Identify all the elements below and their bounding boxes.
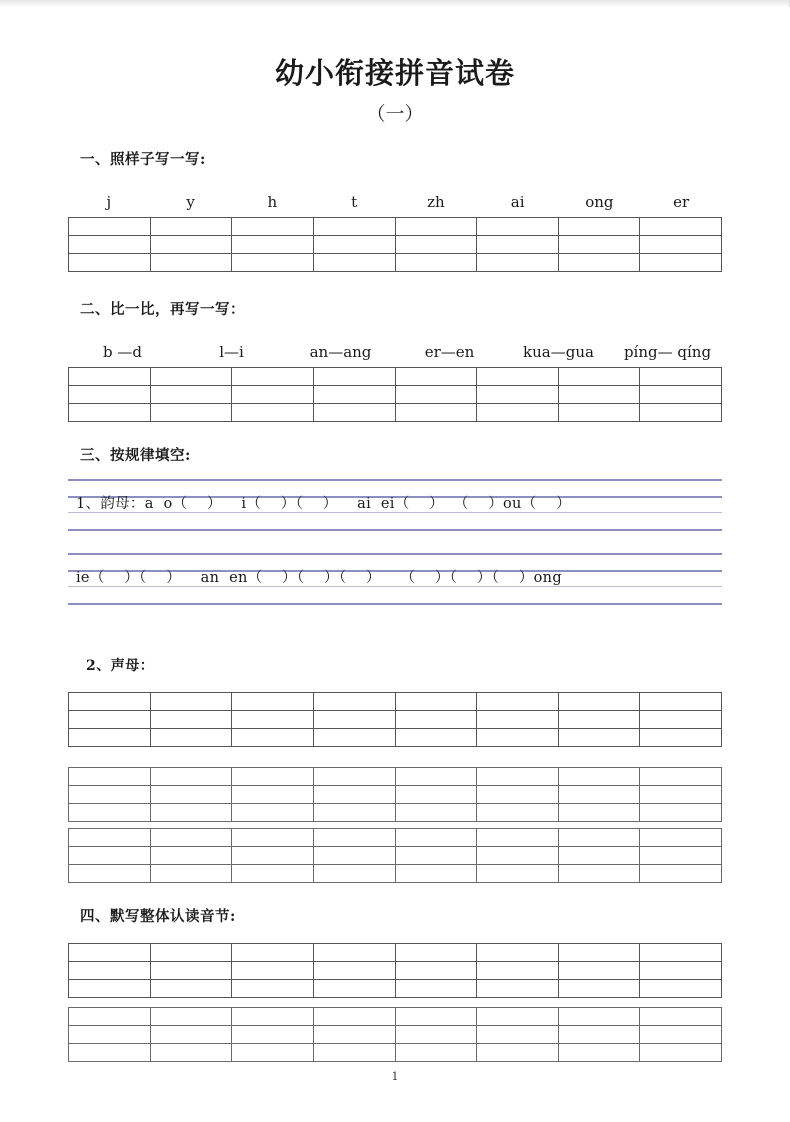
sample-letter: zh: [427, 193, 445, 211]
grid-cell[interactable]: [150, 711, 232, 729]
section-one-heading: 一、照样子写一写:: [80, 151, 206, 168]
grid-cell[interactable]: [477, 962, 559, 980]
table-row: [69, 368, 722, 386]
grid-cell[interactable]: [395, 386, 477, 404]
section-four: [68, 905, 722, 1062]
grid-cell[interactable]: [313, 1044, 395, 1062]
grid-cell[interactable]: [558, 944, 640, 962]
table-row: [69, 218, 722, 236]
answer-grid-table[interactable]: [68, 828, 722, 883]
grid-cell[interactable]: [69, 1044, 151, 1062]
grid-cell[interactable]: [640, 786, 722, 804]
grid-cell[interactable]: [640, 404, 722, 422]
grid-body: [69, 829, 722, 883]
grid-cell[interactable]: [150, 829, 232, 847]
grid-cell[interactable]: [232, 218, 314, 236]
section-three-heading: 三、按规律填空:: [80, 447, 191, 464]
grid-cell[interactable]: [477, 368, 559, 386]
grid-body: [69, 218, 722, 272]
grid-cell[interactable]: [395, 865, 477, 883]
grid-cell[interactable]: [477, 218, 559, 236]
sample-letter: ai: [510, 193, 525, 211]
grid-cell[interactable]: [395, 1044, 477, 1062]
grid-cell[interactable]: [69, 404, 151, 422]
grid-cell[interactable]: [313, 693, 395, 711]
grid-cell[interactable]: [313, 829, 395, 847]
grid-cell[interactable]: [558, 218, 640, 236]
table-row: [69, 1026, 722, 1044]
grid-cell[interactable]: [477, 254, 559, 272]
grid-cell[interactable]: [69, 218, 151, 236]
grid-cell[interactable]: [558, 1044, 640, 1062]
grid-cell[interactable]: [69, 847, 151, 865]
grid-cell[interactable]: [558, 962, 640, 980]
answer-grid-table[interactable]: [68, 217, 722, 272]
grid-cell[interactable]: [232, 1008, 314, 1026]
grid-cell[interactable]: [558, 404, 640, 422]
grid-cell[interactable]: [69, 829, 151, 847]
grid-cell[interactable]: [640, 1044, 722, 1062]
grid-cell[interactable]: [150, 786, 232, 804]
table-row: [69, 804, 722, 822]
grid-cell[interactable]: [395, 711, 477, 729]
table-row: [69, 729, 722, 747]
worksheet-content: [0, 148, 790, 1062]
answer-grid-table[interactable]: [68, 692, 722, 747]
table-row: [69, 386, 722, 404]
grid-cell[interactable]: [232, 236, 314, 254]
grid-cell[interactable]: [69, 368, 151, 386]
grid-cell[interactable]: [558, 768, 640, 786]
table-row: [69, 980, 722, 998]
grid-cell[interactable]: [558, 368, 640, 386]
section-one-sample-row: [68, 193, 722, 211]
table-row: [69, 254, 722, 272]
grid-cell[interactable]: [232, 786, 314, 804]
pinyin-ruled-line-one[interactable]: [68, 479, 722, 531]
grid-cell[interactable]: [395, 404, 477, 422]
grid-cell[interactable]: [640, 944, 722, 962]
grid-cell[interactable]: [313, 804, 395, 822]
grid-cell[interactable]: [640, 368, 722, 386]
table-row: [69, 829, 722, 847]
sample-letter: ong: [585, 193, 614, 211]
grid-cell[interactable]: [395, 236, 477, 254]
grid-cell[interactable]: [69, 729, 151, 747]
grid-cell[interactable]: [232, 768, 314, 786]
rule-line: [68, 529, 722, 531]
table-row: [69, 865, 722, 883]
grid-cell[interactable]: [313, 1026, 395, 1044]
grid-cell[interactable]: [150, 1008, 232, 1026]
grid-cell[interactable]: [69, 768, 151, 786]
grid-cell[interactable]: [69, 711, 151, 729]
grid-cell[interactable]: [640, 254, 722, 272]
grid-cell[interactable]: [640, 962, 722, 980]
grid-cell[interactable]: [232, 829, 314, 847]
sample-letter: h: [267, 193, 278, 211]
grid-cell[interactable]: [640, 980, 722, 998]
grid-cell[interactable]: [69, 804, 151, 822]
grid-cell[interactable]: [313, 254, 395, 272]
grid-cell[interactable]: [150, 865, 232, 883]
grid-cell[interactable]: [640, 865, 722, 883]
table-row: [69, 236, 722, 254]
grid-cell[interactable]: [477, 786, 559, 804]
grid-cell[interactable]: [232, 693, 314, 711]
grid-cell[interactable]: [232, 847, 314, 865]
grid-cell[interactable]: [69, 254, 151, 272]
grid-cell[interactable]: [232, 804, 314, 822]
grid-cell[interactable]: [232, 944, 314, 962]
page-title: 幼小衔接拼音试卷: [274, 56, 515, 90]
grid-cell[interactable]: [69, 693, 151, 711]
grid-body: [69, 1008, 722, 1062]
page-subtitle: （一）: [366, 103, 424, 125]
section-three: [68, 444, 722, 883]
grid-cell[interactable]: [150, 404, 232, 422]
grid-cell[interactable]: [640, 386, 722, 404]
grid-cell[interactable]: [640, 729, 722, 747]
grid-body: [69, 368, 722, 422]
grid-cell[interactable]: [232, 368, 314, 386]
grid-cell[interactable]: [477, 1044, 559, 1062]
rule-line: [68, 553, 722, 555]
grid-cell[interactable]: [395, 1008, 477, 1026]
grid-cell[interactable]: [150, 804, 232, 822]
grid-cell[interactable]: [150, 254, 232, 272]
rule-line: [68, 479, 722, 481]
grid-cell[interactable]: [640, 847, 722, 865]
grid-cell[interactable]: [395, 944, 477, 962]
grid-cell[interactable]: [558, 980, 640, 998]
section-two-heading: 二、比一比，再写一写：: [80, 301, 245, 318]
grid-cell[interactable]: [395, 962, 477, 980]
grid-cell[interactable]: [558, 847, 640, 865]
grid-cell[interactable]: [313, 768, 395, 786]
grid-cell[interactable]: [640, 768, 722, 786]
grid-cell[interactable]: [395, 980, 477, 998]
answer-grid-table[interactable]: [68, 943, 722, 998]
table-row: [69, 693, 722, 711]
grid-cell[interactable]: [150, 1044, 232, 1062]
grid-cell[interactable]: [232, 962, 314, 980]
grid-cell[interactable]: [313, 865, 395, 883]
grid-cell[interactable]: [477, 980, 559, 998]
grid-cell[interactable]: [313, 368, 395, 386]
grid-cell[interactable]: [477, 404, 559, 422]
grid-cell[interactable]: [558, 693, 640, 711]
grid-cell[interactable]: [150, 980, 232, 998]
worksheet-page: [0, 7, 790, 1122]
grid-cell[interactable]: [558, 865, 640, 883]
grid-cell[interactable]: [150, 236, 232, 254]
grid-cell[interactable]: [69, 1026, 151, 1044]
grid-cell[interactable]: [477, 236, 559, 254]
grid-cell[interactable]: [313, 1008, 395, 1026]
grid-cell[interactable]: [150, 729, 232, 747]
letter-pair: b —d: [103, 343, 142, 361]
grid-cell[interactable]: [232, 386, 314, 404]
grid-cell[interactable]: [640, 236, 722, 254]
grid-cell[interactable]: [395, 786, 477, 804]
grid-cell[interactable]: [395, 804, 477, 822]
grid-cell[interactable]: [395, 847, 477, 865]
grid-cell[interactable]: [477, 829, 559, 847]
grid-cell[interactable]: [313, 236, 395, 254]
grid-cell[interactable]: [150, 693, 232, 711]
grid-cell[interactable]: [395, 218, 477, 236]
table-row: [69, 404, 722, 422]
letter-pair: píng— qíng: [623, 343, 712, 361]
grid-cell[interactable]: [640, 804, 722, 822]
grid-cell[interactable]: [558, 236, 640, 254]
grid-cell[interactable]: [558, 711, 640, 729]
grid-cell[interactable]: [150, 847, 232, 865]
grid-cell[interactable]: [558, 1026, 640, 1044]
grid-cell[interactable]: [640, 693, 722, 711]
grid-cell[interactable]: [477, 693, 559, 711]
letter-pair: er—en: [424, 343, 475, 361]
grid-cell[interactable]: [232, 404, 314, 422]
grid-cell[interactable]: [477, 1026, 559, 1044]
grid-cell[interactable]: [395, 693, 477, 711]
grid-cell[interactable]: [477, 847, 559, 865]
table-row: [69, 1008, 722, 1026]
grid-cell[interactable]: [232, 254, 314, 272]
grid-cell[interactable]: [640, 711, 722, 729]
grid-cell[interactable]: [640, 218, 722, 236]
grid-cell[interactable]: [558, 729, 640, 747]
grid-cell[interactable]: [477, 944, 559, 962]
grid-cell[interactable]: [150, 768, 232, 786]
grid-cell[interactable]: [150, 218, 232, 236]
grid-cell[interactable]: [477, 1008, 559, 1026]
grid-cell[interactable]: [150, 368, 232, 386]
grid-cell[interactable]: [477, 865, 559, 883]
grid-cell[interactable]: [477, 804, 559, 822]
grid-cell[interactable]: [313, 980, 395, 998]
subsection-shengmu-heading: 2、声母：: [86, 658, 155, 674]
grid-cell[interactable]: [232, 1026, 314, 1044]
grid-cell[interactable]: [313, 847, 395, 865]
grid-cell[interactable]: [313, 218, 395, 236]
sample-letter: er: [673, 193, 690, 211]
grid-cell[interactable]: [69, 865, 151, 883]
grid-cell[interactable]: [395, 729, 477, 747]
section-two-pair-row: [68, 343, 722, 361]
grid-cell[interactable]: [69, 962, 151, 980]
table-row: [69, 786, 722, 804]
grid-cell[interactable]: [558, 386, 640, 404]
pinyin-fill-line-2: ie（ ）（ ） an en（ ）（ ）（ ） （ ）（ ）（ ）ong: [76, 570, 562, 586]
answer-grid-table[interactable]: [68, 1007, 722, 1062]
grid-cell[interactable]: [395, 829, 477, 847]
grid-cell[interactable]: [313, 944, 395, 962]
grid-cell[interactable]: [150, 386, 232, 404]
sample-letter: t: [351, 193, 358, 211]
grid-cell[interactable]: [69, 236, 151, 254]
grid-body: [69, 768, 722, 822]
grid-cell[interactable]: [640, 1008, 722, 1026]
sample-letter: j: [106, 193, 112, 211]
letter-pair: an—ang: [309, 343, 372, 361]
grid-cell[interactable]: [150, 1026, 232, 1044]
grid-cell[interactable]: [558, 804, 640, 822]
grid-cell[interactable]: [395, 368, 477, 386]
grid-cell[interactable]: [477, 768, 559, 786]
grid-cell[interactable]: [313, 711, 395, 729]
grid-cell[interactable]: [640, 829, 722, 847]
grid-cell[interactable]: [232, 980, 314, 998]
grid-cell[interactable]: [558, 786, 640, 804]
grid-cell[interactable]: [558, 1008, 640, 1026]
grid-cell[interactable]: [640, 1026, 722, 1044]
table-row: [69, 768, 722, 786]
grid-cell[interactable]: [232, 1044, 314, 1062]
grid-cell[interactable]: [232, 711, 314, 729]
grid-cell[interactable]: [313, 729, 395, 747]
grid-cell[interactable]: [313, 786, 395, 804]
answer-grid-table[interactable]: [68, 367, 722, 422]
page-number: 1: [391, 1070, 399, 1083]
grid-cell[interactable]: [477, 386, 559, 404]
grid-cell[interactable]: [232, 729, 314, 747]
answer-grid-table[interactable]: [68, 767, 722, 822]
pinyin-fill-line-1: 1、韵母：a o（ ） i（ ）（ ） ai ei（ ） （ ）ou（ ）: [76, 496, 571, 512]
grid-cell[interactable]: [69, 1008, 151, 1026]
grid-cell[interactable]: [558, 254, 640, 272]
pinyin-ruled-line-two[interactable]: [68, 553, 722, 605]
scan-top-band: [0, 0, 790, 7]
table-row: [69, 944, 722, 962]
letter-pair: l—i: [219, 343, 244, 361]
grid-cell[interactable]: [313, 404, 395, 422]
grid-cell[interactable]: [558, 829, 640, 847]
grid-cell[interactable]: [69, 944, 151, 962]
grid-cell[interactable]: [477, 711, 559, 729]
section-one: [68, 148, 722, 272]
section-four-heading: 四、默写整体认读音节:: [80, 908, 236, 925]
grid-cell[interactable]: [395, 1026, 477, 1044]
grid-cell[interactable]: [313, 962, 395, 980]
table-row: [69, 847, 722, 865]
grid-cell[interactable]: [69, 786, 151, 804]
grid-cell[interactable]: [69, 980, 151, 998]
grid-body: [69, 693, 722, 747]
table-row: [69, 1044, 722, 1062]
grid-cell[interactable]: [150, 962, 232, 980]
rule-line: [68, 603, 722, 605]
grid-cell[interactable]: [232, 865, 314, 883]
grid-cell[interactable]: [150, 944, 232, 962]
table-row: [69, 711, 722, 729]
grid-cell[interactable]: [313, 386, 395, 404]
grid-cell[interactable]: [395, 768, 477, 786]
letter-pair: kua—gua: [523, 343, 594, 361]
table-row: [69, 962, 722, 980]
grid-cell[interactable]: [395, 254, 477, 272]
grid-cell[interactable]: [69, 386, 151, 404]
grid-cell[interactable]: [477, 729, 559, 747]
sample-letter: y: [186, 193, 195, 211]
grid-body: [69, 944, 722, 998]
section-two: [68, 298, 722, 422]
